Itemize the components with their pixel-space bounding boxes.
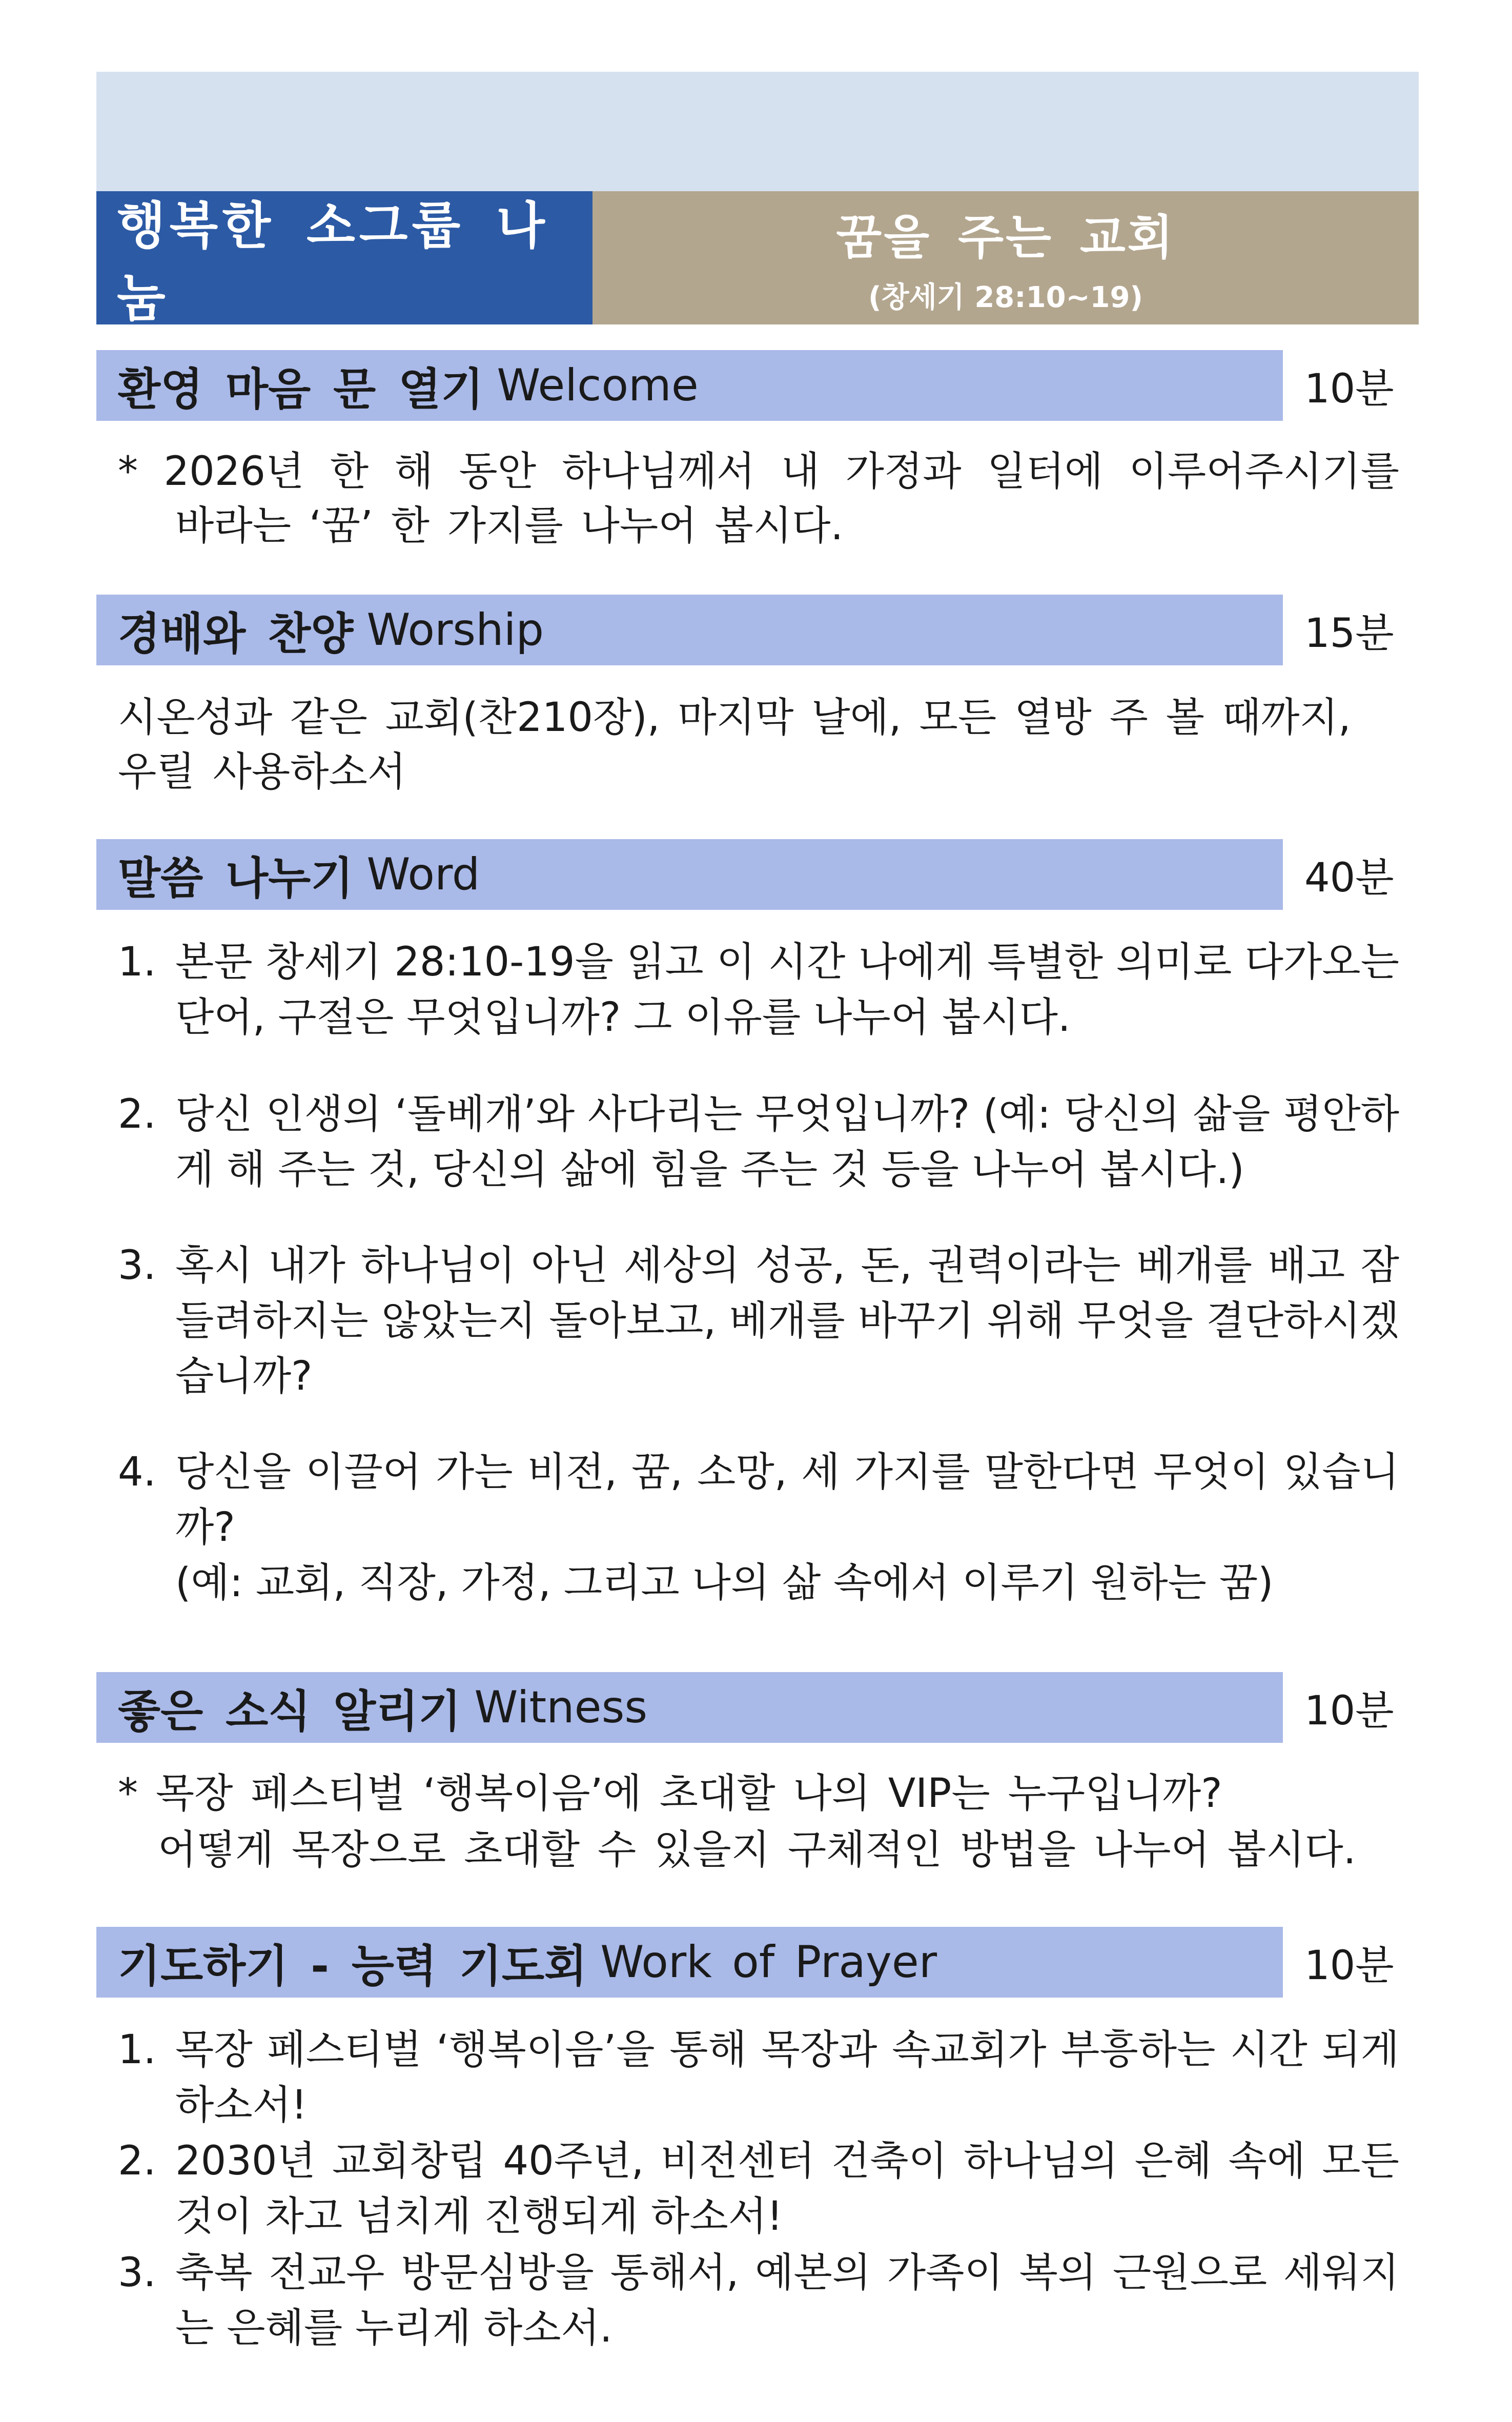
word-question-1 bbox=[118, 934, 1399, 1045]
list-number: 2. bbox=[118, 2138, 156, 2184]
section-worship-bar bbox=[96, 595, 1283, 665]
witness-line-2: 어떻게 목장으로 초대할 수 있을지 구체적인 방법을 나누어 봅시다. bbox=[158, 1827, 1356, 1873]
section-welcome-english: Welcome bbox=[497, 360, 699, 411]
section-witness-time: 10분 bbox=[1304, 1688, 1394, 1734]
list-item-text: 당신을 이끌어 가는 비전, 꿈, 소망, 세 가지를 말한다면 무엇이 있습니까? bbox=[175, 1449, 1399, 1551]
sermon-reference: (창세기 28:10~19) bbox=[868, 281, 1143, 314]
worship-line-2: 우릴 사용하소서 bbox=[118, 749, 406, 795]
section-worship-english: Worship bbox=[366, 604, 544, 656]
worship-line-1: 시온성과 같은 교회(찬210장), 마지막 날에, 모든 열방 주 볼 때까지, bbox=[118, 695, 1351, 741]
section-witness-english: Witness bbox=[474, 1682, 648, 1733]
section-prayer-time: 10분 bbox=[1304, 1943, 1394, 1989]
prayer-item-2 bbox=[118, 2133, 1399, 2244]
section-welcome-bar bbox=[96, 350, 1283, 421]
sermon-title-box bbox=[592, 191, 1419, 324]
list-item-text: 목장 페스티벌 ‘행복이음’을 통해 목장과 속교회가 부흥하는 시간 되게 하소서! bbox=[175, 2027, 1399, 2128]
welcome-line-2: 바라는 ‘꿈’ 한 가지를 나누어 봅시다. bbox=[175, 503, 844, 549]
section-word-bar bbox=[96, 839, 1283, 910]
list-number: 3. bbox=[118, 2250, 156, 2296]
section-word-time: 40분 bbox=[1304, 855, 1394, 901]
list-item-text: 본문 창세기 28:10-19을 읽고 이 시간 나에게 특별한 의미로 다가오는 단어, 구절은 무엇입니까? 그 이유를 나누어 봅시다. bbox=[175, 939, 1399, 1041]
list-item-text: 혹시 내가 하나님이 아닌 세상의 성공, 돈, 권력이라는 베개를 배고 잠들려하지는 않았는지 돌아보고, 베개를 바꾸기 위해 무엇을 결단하시겠습니까? bbox=[175, 1243, 1399, 1399]
header-band bbox=[96, 72, 1419, 191]
prayer-item-1 bbox=[118, 2022, 1399, 2133]
list-number: 1. bbox=[118, 2027, 156, 2073]
list-number: 4. bbox=[118, 1449, 156, 1495]
section-welcome-title: 환영 마음 문 열기 bbox=[118, 364, 484, 415]
list-number: 1. bbox=[118, 939, 156, 985]
list-item-text: 2030년 교회창립 40주년, 비전센터 건축이 하나님의 은혜 속에 모든 것이 차고 넘치게 진행되게 하소서! bbox=[175, 2138, 1399, 2240]
section-welcome-time: 10분 bbox=[1304, 366, 1394, 412]
list-item-text: 당신 인생의 ‘돌베개’와 사다리는 무엇입니까? (예: 당신의 삶을 평안하게 해 주는 것, 당신의 삶에 힘을 주는 것 등을 나누어 봅시다.) bbox=[175, 1091, 1399, 1193]
section-word-english: Word bbox=[366, 849, 480, 900]
sermon-title: 꿈을 주는 교회 bbox=[836, 210, 1175, 265]
witness-line-1: * 목장 페스티벌 ‘행복이음’에 초대할 나의 VIP는 누구입니까? bbox=[118, 1770, 1222, 1817]
section-witness-title: 좋은 소식 알리기 bbox=[118, 1686, 461, 1737]
word-question-3 bbox=[118, 1238, 1399, 1404]
section-worship-time: 15분 bbox=[1304, 610, 1394, 657]
section-prayer-english: Work of Prayer bbox=[600, 1937, 937, 1988]
welcome-line-1: * 2026년 한 해 동안 하나님께서 내 가정과 일터에 이루어주시기를 bbox=[118, 449, 1399, 495]
prayer-item-3 bbox=[118, 2245, 1399, 2356]
section-prayer-title: 기도하기 - 능력 기도회 bbox=[118, 1941, 587, 1992]
list-item-text: 축복 전교우 방문심방을 통해서, 예본의 가족이 복의 근원으로 세워지는 은혜를 누리게 하소서. bbox=[175, 2250, 1399, 2351]
section-prayer-bar bbox=[96, 1927, 1283, 1998]
list-number: 2. bbox=[118, 1091, 156, 1137]
section-word-title: 말씀 나누기 bbox=[118, 853, 354, 904]
page-title: 행복한 소그룹 나눔 bbox=[96, 191, 592, 324]
word-question-4 bbox=[118, 1444, 1399, 1611]
section-worship-title: 경배와 찬양 bbox=[118, 608, 354, 660]
section-witness-bar bbox=[96, 1672, 1283, 1743]
word-question-2 bbox=[118, 1087, 1399, 1197]
list-item-note: (예: 교회, 직장, 가정, 그리고 나의 삶 속에서 이루기 원하는 꿈) bbox=[175, 1560, 1274, 1606]
list-number: 3. bbox=[118, 1243, 156, 1289]
